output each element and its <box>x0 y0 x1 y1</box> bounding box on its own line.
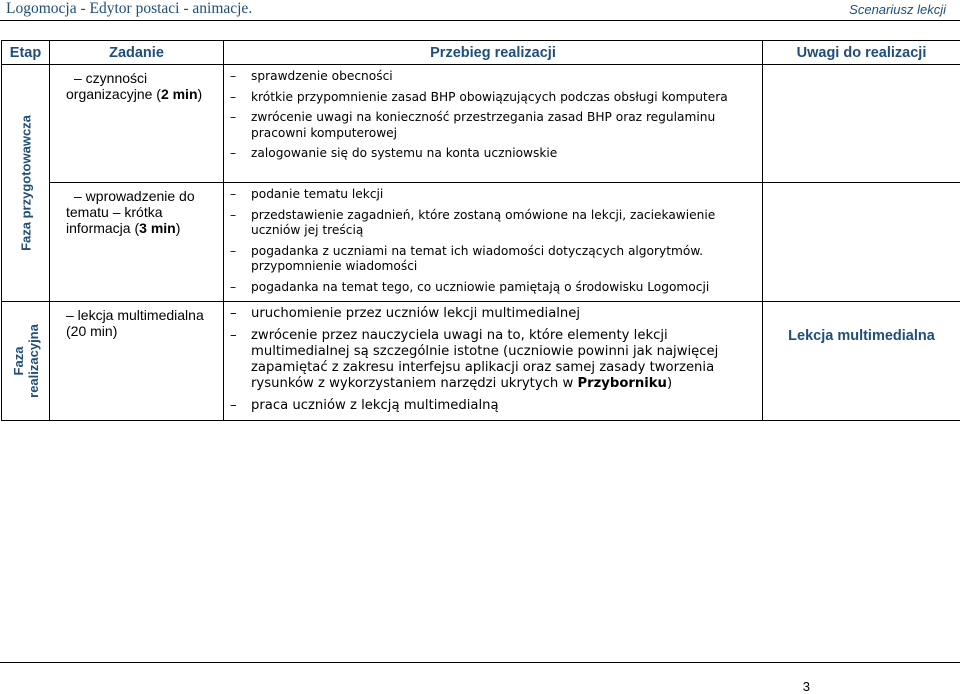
document-title: Logomocja - Edytor postaci - animacje. <box>6 0 252 18</box>
list-item: – podanie tematu lekcji <box>228 187 756 203</box>
list-item: – zwrócenie uwagi na konieczność przestrzegania zasad BHP oraz regulaminu pracowni komputerowej <box>228 110 756 141</box>
page-number: 3 <box>803 679 810 694</box>
phase-cell-realization <box>2 302 50 421</box>
list-item: – sprawdzenie obecności <box>228 69 756 85</box>
list-item: – zalogowanie się do systemu na konta uczniowskie <box>228 146 756 162</box>
steps-list-3 <box>224 302 762 414</box>
column-header-przebieg: Przebieg realizacji <box>224 41 763 65</box>
steps-list-1 <box>224 65 762 162</box>
column-header-zadanie: Zadanie <box>50 41 224 65</box>
steps-cell <box>224 183 763 302</box>
column-header-uwagi: Uwagi do realizacji <box>763 41 960 65</box>
list-item: – zwrócenie przez nauczyciela uwagi na to, które elementy lekcji multimedialnej są szczególnie istotne (uczniowie powinni jak najwięcej zapamiętać z zakresu interfejsu aplikacji oraz samej zasady tworzenia rysunków z wykorzystaniem narzędzi ukrytych w Przyborniku) <box>228 328 756 392</box>
list-item: – uruchomienie przez uczniów lekcji multimedialnej <box>228 306 756 322</box>
task-cell <box>50 183 224 302</box>
list-item: – praca uczniów z lekcją multimedialną <box>228 398 756 414</box>
task-cell <box>50 302 224 421</box>
page-footer <box>0 662 960 663</box>
notes-cell <box>763 65 960 183</box>
note-multimedia-lesson: Lekcja multimedialna <box>763 302 960 344</box>
table-header-row <box>2 41 960 65</box>
page-header <box>0 0 960 21</box>
steps-cell <box>224 65 763 183</box>
document-type: Scenariusz lekcji <box>849 2 946 17</box>
task-multimedia-lesson: – lekcja multimedialna (20 min) <box>50 302 223 339</box>
phase-cell-preparatory <box>2 65 50 302</box>
table-row <box>2 302 960 421</box>
notes-cell <box>763 302 960 421</box>
task-introduction: – wprowadzenie do tematu – krótka informacja (3 min) <box>50 183 223 236</box>
list-item: – krótkie przypomnienie zasad BHP obowiązujących podczas obsługi komputera <box>228 90 756 106</box>
table-row <box>2 183 960 302</box>
steps-cell <box>224 302 763 421</box>
lesson-plan-table <box>1 40 960 421</box>
table-row <box>2 65 960 183</box>
notes-cell <box>763 183 960 302</box>
column-header-etap: Etap <box>2 41 50 65</box>
list-item: – przedstawienie zagadnień, które zostaną omówione na lekcji, zaciekawienie uczniów jej treścią <box>228 208 756 239</box>
list-item: – pogadanka z uczniami na temat ich wiadomości dotyczących algorytmów. przypomnienie wiadomości <box>228 244 756 275</box>
steps-list-2 <box>224 183 762 295</box>
phase-label-realization: Faza realizacyjna <box>11 324 41 398</box>
task-organizational: – czynności organizacyjne (2 min) <box>50 65 223 102</box>
task-cell <box>50 65 224 183</box>
list-item: – pogadanka na temat tego, co uczniowie pamiętają o środowisku Logomocji <box>228 280 756 296</box>
phase-label-preparatory: Faza przygotowawcza <box>18 115 33 251</box>
